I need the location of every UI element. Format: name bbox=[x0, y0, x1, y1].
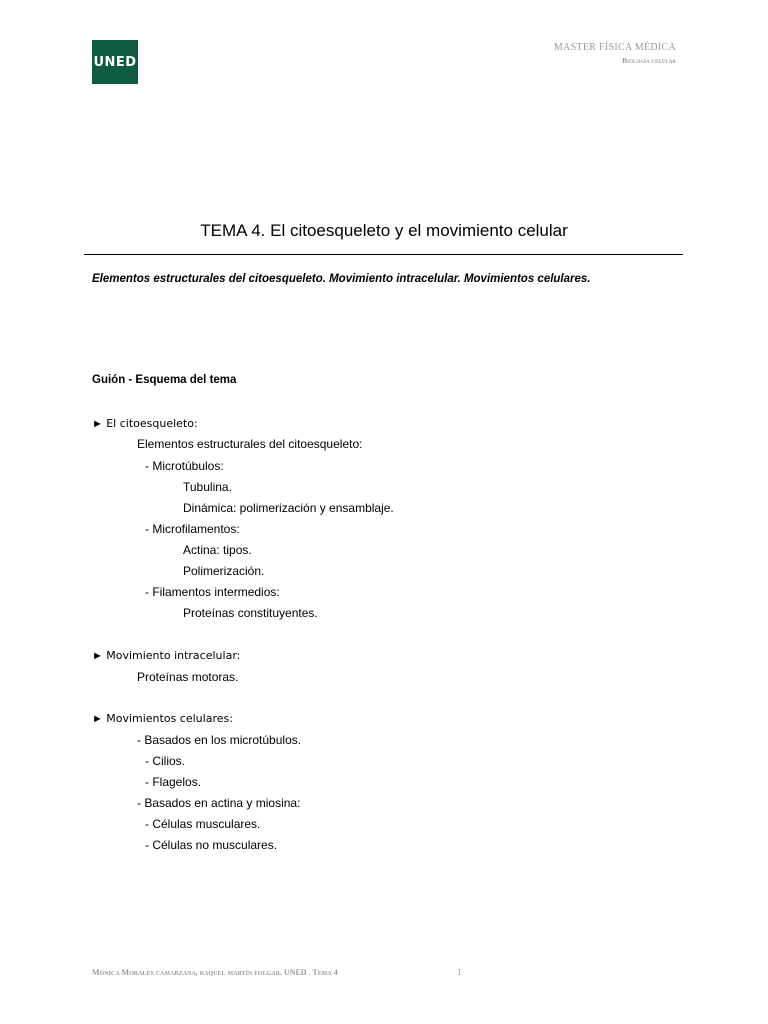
outline-heading: Guión - Esquema del tema bbox=[92, 374, 237, 386]
section-heading: Movimiento intracelular: bbox=[106, 649, 241, 662]
footer-authors: Mónica Morales camarzana, raquel martín folgar. UNED . Tema 4 bbox=[92, 968, 338, 977]
list-item: Elementos estructurales del citoesqueleto: bbox=[137, 437, 363, 451]
header-right bbox=[554, 42, 676, 65]
section-movimientos-celulares bbox=[92, 711, 233, 725]
page-number: 1 bbox=[457, 967, 462, 977]
list-item: - Cilios. bbox=[145, 754, 186, 768]
title-divider bbox=[84, 254, 683, 255]
header-master-title: MASTER FÍSICA MÉDICA bbox=[553, 42, 676, 53]
list-item: - Basados en actina y miosina: bbox=[137, 796, 301, 810]
list-item: - Basados en los microtúbulos. bbox=[137, 733, 302, 747]
list-item: Actina: tipos. bbox=[183, 543, 252, 557]
arrow-icon: ► bbox=[92, 650, 103, 662]
list-item: - Microfilamentos: bbox=[145, 522, 240, 536]
page-subtitle: Elementos estructurales del citoesqueleto. Movimiento intracelular. Movimientos celulares. bbox=[92, 273, 591, 285]
list-item: - Microtúbulos: bbox=[145, 459, 224, 473]
arrow-icon: ► bbox=[92, 713, 103, 725]
list-item: - Células no musculares. bbox=[145, 838, 278, 852]
list-item: - Flagelos. bbox=[145, 775, 202, 789]
uned-logo: UNED bbox=[92, 40, 138, 84]
list-item: Dinámica: polimerización y ensamblaje. bbox=[183, 501, 394, 515]
section-heading: Movimientos celulares: bbox=[106, 712, 233, 725]
list-item: Polimerización. bbox=[183, 564, 265, 578]
arrow-icon: ► bbox=[92, 418, 103, 430]
list-item: Proteínas motoras. bbox=[137, 670, 239, 684]
list-item: - Células musculares. bbox=[145, 817, 261, 831]
section-movimiento-intracelular bbox=[92, 648, 240, 662]
list-item: Proteínas constituyentes. bbox=[183, 606, 318, 620]
page-title: TEMA 4. El citoesqueleto y el movimiento celular bbox=[200, 221, 568, 240]
list-item: Tubulina. bbox=[183, 480, 232, 494]
section-citoesqueleto bbox=[92, 416, 198, 430]
section-heading: El citoesqueleto: bbox=[106, 417, 198, 430]
list-item: - Filamentos intermedios: bbox=[145, 585, 280, 599]
header-subject: Biología celular bbox=[622, 56, 676, 65]
